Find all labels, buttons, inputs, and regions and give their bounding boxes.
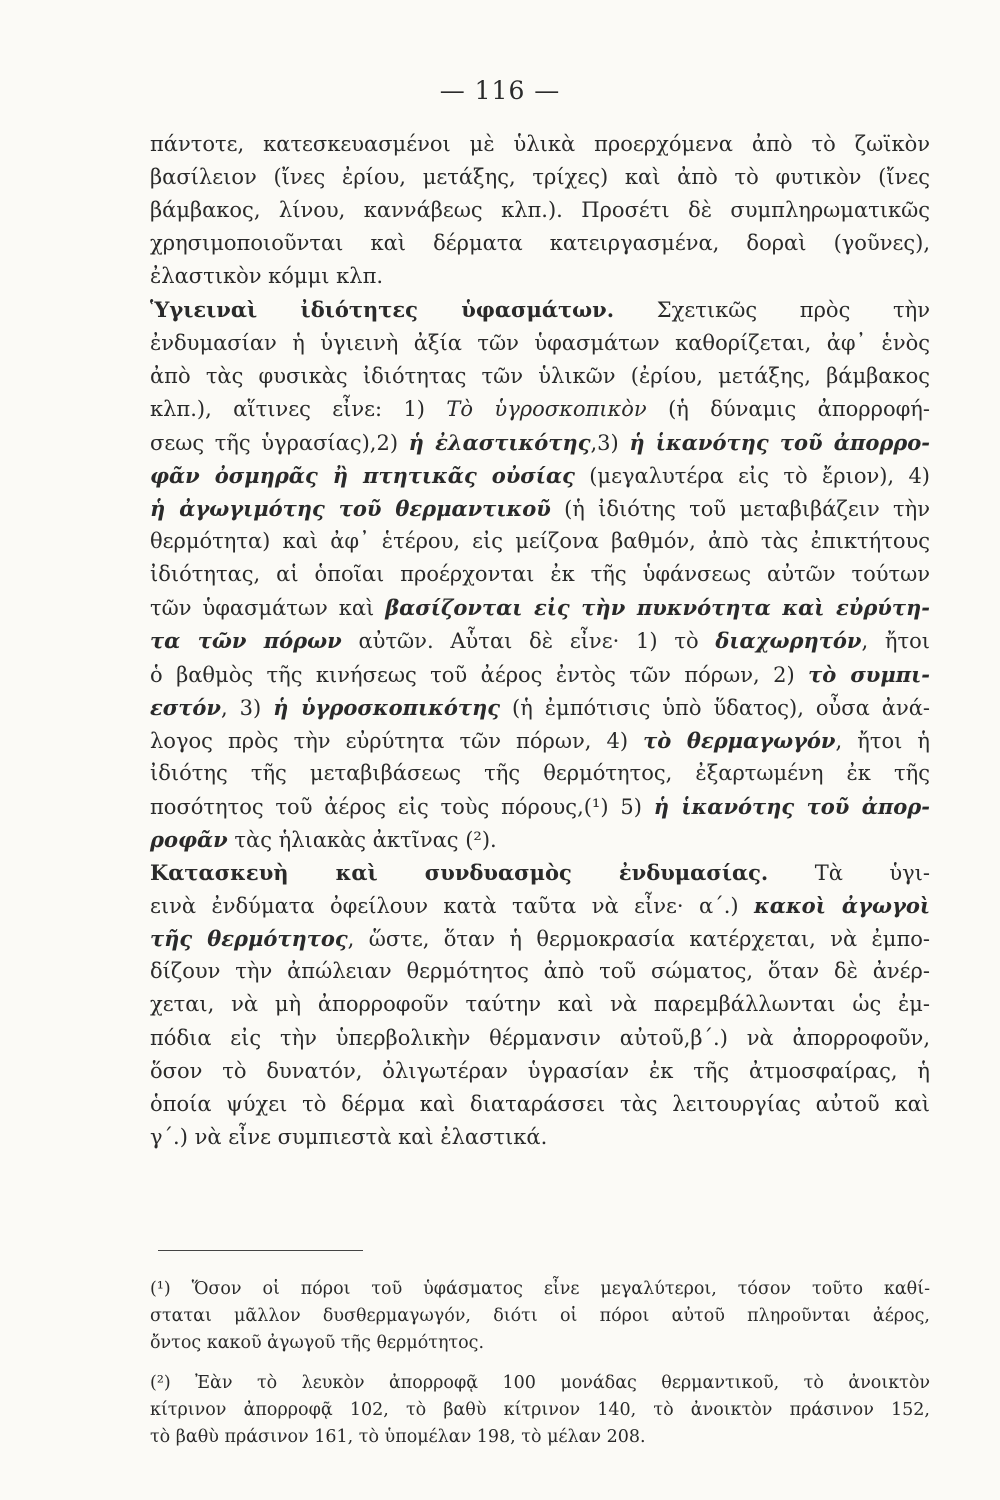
- text-run: ὁ βαθμὸς τῆς κινήσεως τοῦ ἀέρος ἐντὸς τῶν πόρων, 2): [150, 662, 809, 687]
- emphasized-term: ἡ ἀγωγιμότης τοῦ θερμαντικοῦ: [150, 496, 551, 522]
- text-run: χεται, νὰ μὴ ἀπορροφοῦν ταύτην καὶ νὰ παρεμβάλλωνται ὡς ἐμ-: [150, 992, 930, 1017]
- text-run: ὅσον τὸ δυνατόν, ὀλιγωτέραν ὑγρασίαν ἐκ τῆς ἀτμοσφαίρας, ἡ: [150, 1058, 930, 1083]
- text-line: [150, 426, 930, 459]
- text-line: [150, 988, 930, 1021]
- emphasized-term: ἡ ἱκανότης τοῦ ἀπορρο-: [629, 429, 930, 455]
- footnotes: [150, 1276, 930, 1451]
- emphasized-term: ἡ ἐλαστικότης: [408, 429, 591, 455]
- emphasized-term: φᾶν ὀσμηρᾶς ἢ πτητικᾶς οὐσίας: [150, 462, 575, 488]
- text-line: [150, 922, 930, 955]
- text-line: [150, 591, 930, 624]
- emphasized-term: εστόν: [150, 694, 221, 720]
- emphasized-term: τὸ θερμαγωγόν: [643, 727, 836, 753]
- emphasized-term: ἡ ὑγροσκοπικότης: [273, 694, 501, 720]
- text-line: [150, 889, 930, 922]
- text-line: [150, 955, 930, 988]
- text-run: (ἡ ἰδιότης τοῦ μεταβιβάζειν τὴν: [550, 497, 930, 522]
- footnote-line: κίτρινον ἀπορροφᾷ 102, τὸ βαθὺ κίτρινον 140, τὸ ἀνοικτὸν πράσινον 152,: [150, 1400, 930, 1420]
- text-run: σεως τῆς ὑγρασίας),2): [150, 430, 409, 455]
- footnote-line: σταται μᾶλλον δυσθερμαγωγόν, διότι οἱ πόροι αὐτοῦ πληροῦνται ἀέρος,: [150, 1306, 930, 1326]
- text-line: [150, 624, 930, 657]
- text-run: , ἤτοι: [861, 629, 930, 654]
- emphasized-term: κακοὶ ἀγωγοὶ: [754, 893, 930, 919]
- footnote-line: (²) Ἐὰν τὸ λευκὸν ἀπορροφᾷ 100 μονάδας θερμαντικοῦ, τὸ ἀνοικτὸν: [150, 1373, 930, 1393]
- text-line: [150, 658, 930, 691]
- text-run: ἐνδυμασίαν ἡ ὑγιεινὴ ἀξία τῶν ὑφασμάτων καθορίζεται, ἀφ᾽ ἑνὸς: [150, 330, 930, 355]
- text-run: τὰς ἡλιακὰς ἀκτῖνας (²).: [227, 827, 497, 852]
- footnote-line: τὸ βαθὺ πράσινον 161, τὸ ὑπομέλαν 198, τὸ μέλαν 208.: [150, 1427, 646, 1447]
- text-run: ,3): [590, 430, 630, 455]
- text-run: γ΄.) νὰ εἶνε συμπιεστὰ καὶ ἐλαστικά.: [150, 1124, 548, 1149]
- text-line: [150, 327, 930, 360]
- text-line: [150, 1121, 930, 1154]
- text-run: πάντοτε, κατεσκευασμένοι μὲ ὑλικὰ προερχόμενα ἀπὸ τὸ ζωϊκὸν: [150, 132, 930, 156]
- emphasized-term: ροφᾶν: [150, 826, 228, 852]
- text-line: [150, 525, 930, 558]
- text-run: Τὰ ὑγι-: [768, 861, 931, 886]
- body-text: [150, 128, 930, 1154]
- text-line: [150, 823, 930, 856]
- text-run: Σχετικῶς πρὸς τὴν: [614, 298, 931, 323]
- text-run: , ὥστε, ὅταν ἡ θερμοκρασία κατέρχεται, νὰ ἐμπο-: [347, 927, 930, 952]
- text-line: [150, 459, 930, 492]
- emphasized-term: βασίζονται εἰς τὴν πυκνότητα καὶ εὐρύτη-: [385, 595, 930, 621]
- text-run: ποσότητος τοῦ ἀέρος εἰς τοὺς πόρους,(¹) 5): [150, 794, 654, 819]
- text-run: ἀπὸ τὰς φυσικὰς ἰδιότητας τῶν ὑλικῶν (ἐρίου, μετάξης, βάμβακος: [150, 363, 930, 388]
- text-line: [150, 227, 930, 260]
- text-line: [150, 790, 930, 823]
- text-line: [150, 691, 930, 724]
- text-run: αὐτῶν. Αὗται δὲ εἶνε· 1) τὸ: [341, 629, 716, 654]
- text-line: [150, 161, 930, 194]
- emphasized-term: ἡ ἱκανότης τοῦ ἀπορ-: [653, 793, 930, 819]
- text-run: βάμβακος, λίνου, καννάβεως κλπ.). Προσέτι δὲ συμπληρωματικῶς: [150, 198, 930, 223]
- text-line: [150, 128, 930, 161]
- text-line: [150, 558, 930, 591]
- text-line: [150, 194, 930, 227]
- emphasized-term: διαχωρητόν: [715, 628, 862, 654]
- text-run: κλπ.), αἵτινες εἶνε: 1): [150, 396, 447, 421]
- text-line: [150, 856, 930, 889]
- text-run: (μεγαλυτέρα εἰς τὸ ἔριον), 4): [574, 463, 930, 488]
- text-line: [150, 724, 930, 757]
- text-run: ἰδιότητας, αἱ ὁποῖαι προέρχονται ἐκ τῆς ὑφάνσεως αὐτῶν τούτων: [150, 562, 930, 587]
- text-line: [150, 293, 930, 326]
- text-run: (ἡ δύναμις ἀπορροφή-: [646, 396, 930, 421]
- text-line: [150, 260, 930, 293]
- section-heading: Ὑγιειναὶ ἰδιότητες ὑφασμάτων.: [150, 297, 615, 323]
- text-run: πόδια εἰς τὴν ὑπερβολικὴν θέρμανσιν αὐτοῦ,β΄.) νὰ ἀπορροφοῦν,: [150, 1025, 930, 1050]
- text-run: βασίλειον (ἴνες ἐρίου, μετάξης, τρίχες) καὶ ἀπὸ τὸ φυτικὸν (ἴνες: [150, 165, 930, 190]
- text-line: [150, 360, 930, 393]
- emphasized-term: τῆς θερμότητος: [150, 926, 348, 952]
- text-run: εινὰ ἐνδύματα ὀφείλουν κατὰ ταῦτα νὰ εἶνε· α΄.): [150, 894, 755, 919]
- footnote-divider: [158, 1250, 363, 1251]
- footnote-line: (¹) Ὅσον οἱ πόροι τοῦ ὑφάσματος εἶνε μεγαλύτεροι, τόσον τοῦτο καθί-: [150, 1279, 930, 1299]
- text-run: δίζουν τὴν ἀπώλειαν θερμότητος ἀπὸ τοῦ σώματος, ὅταν δὲ ἀνέρ-: [150, 959, 930, 984]
- text-run: θερμότητα) καὶ ἀφ᾽ ἑτέρου, εἰς μείζονα βαθμόν, ἀπὸ τὰς ἐπικτήτους: [150, 529, 930, 554]
- section-heading: Κατασκευὴ καὶ συνδυασμὸς ἐνδυμασίας.: [150, 860, 769, 886]
- footnote-line: ὄντος κακοῦ ἀγωγοῦ τῆς θερμότητος.: [150, 1333, 485, 1353]
- text-line: [150, 757, 930, 790]
- text-run: τῶν ὑφασμάτων καὶ: [150, 596, 386, 621]
- text-run: χρησιμοποιοῦνται καὶ δέρματα κατειργασμένα, δοραὶ (γοῦνες),: [150, 231, 930, 256]
- text-line: [150, 393, 930, 426]
- text-line: [150, 1022, 930, 1055]
- text-run: λογος πρὸς τὴν εὐρύτητα τῶν πόρων, 4): [150, 728, 644, 753]
- text-run: ὁποία ψύχει τὸ δέρμα καὶ διαταράσσει τὰς λειτουργίας αὐτοῦ καὶ: [150, 1091, 930, 1116]
- text-run: , ἤτοι ἡ: [835, 728, 930, 753]
- text-run: (ἡ ἐμπότισις ὑπὸ ὕδατος), οὖσα ἀνά-: [500, 695, 930, 720]
- emphasized-term: τα τῶν πόρων: [150, 628, 342, 654]
- text-line: [150, 1088, 930, 1121]
- text-run: ἰδιότης τῆς μεταβιβάσεως τῆς θερμότητος, ἐξαρτωμένη ἐκ τῆς: [150, 760, 930, 785]
- emphasized-term: Τὸ ὑγροσκοπικὸν: [446, 396, 647, 421]
- emphasized-term: τὸ συμπι-: [808, 661, 930, 687]
- text-line: [150, 492, 930, 525]
- text-run: , 3): [220, 695, 274, 720]
- text-run: ἐλαστικὸν κόμμι κλπ.: [150, 264, 384, 289]
- text-line: [150, 1055, 930, 1088]
- page-number: — 116 —: [439, 76, 561, 105]
